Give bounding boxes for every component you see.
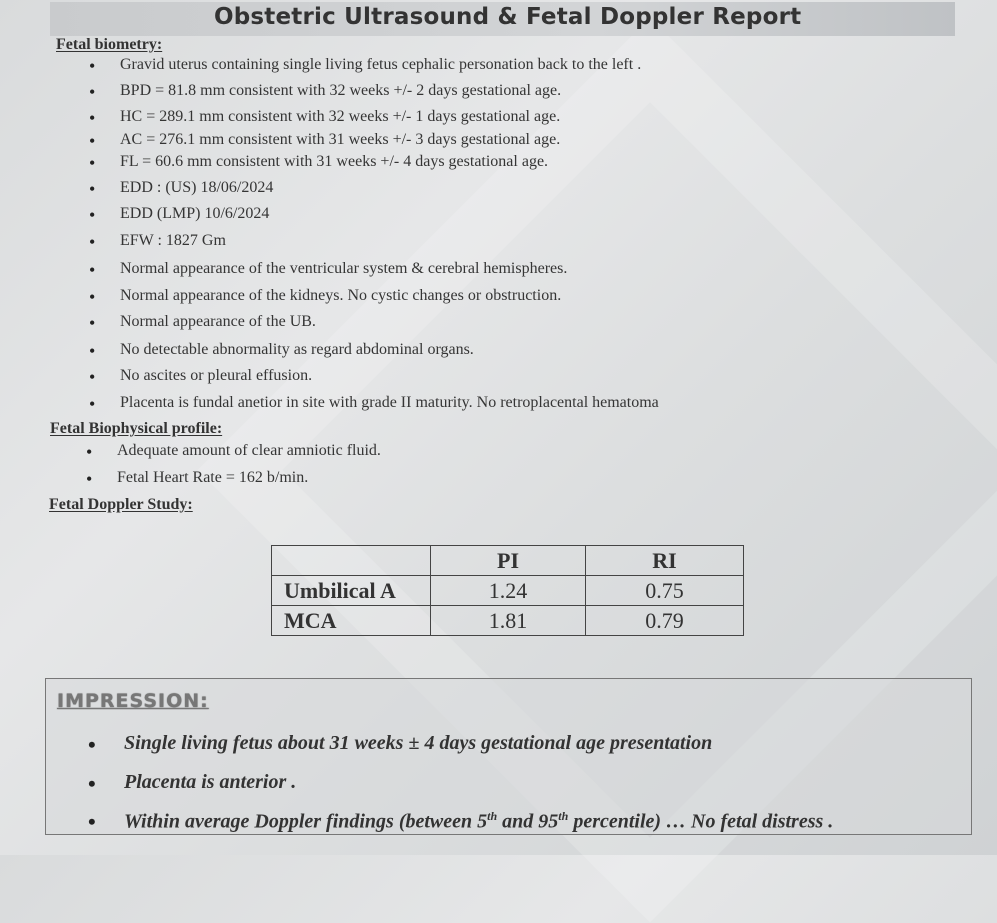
list-item: • No ascites or pleural effusion. xyxy=(120,367,312,385)
list-item: • Normal appearance of the UB. xyxy=(120,313,316,331)
impression-heading: IMPRESSION: xyxy=(57,690,209,712)
table-header-pi: PI xyxy=(431,546,586,576)
pi-value: 1.81 xyxy=(431,606,586,636)
impression-item xyxy=(124,809,833,834)
list-item: • EDD : (US) 18/06/2024 xyxy=(120,179,273,197)
table-row xyxy=(272,606,744,636)
doppler-study-heading: Fetal Doppler Study: xyxy=(49,496,193,513)
list-item: • BPD = 81.8 mm consistent with 32 weeks +/- 2 days gestational age. xyxy=(120,82,561,100)
list-item: • Placenta is fundal anetior in site with grade II maturity. No retroplacental hematoma xyxy=(120,394,659,412)
list-item: • AC = 276.1 mm consistent with 31 weeks +/- 3 days gestational age. xyxy=(120,131,560,149)
table-header-row xyxy=(272,546,744,576)
impression-text: and 95 xyxy=(497,810,559,833)
list-item: • Normal appearance of the ventricular system & cerebral hemispheres. xyxy=(120,260,567,278)
superscript: th xyxy=(558,809,569,823)
biophysical-profile-heading: Fetal Biophysical profile: xyxy=(50,420,223,437)
fetal-biometry-heading: Fetal biometry: xyxy=(56,36,163,53)
row-label: MCA xyxy=(272,606,431,636)
impression-text: percentile) … No fetal distress . xyxy=(568,810,834,833)
table-row xyxy=(272,576,744,606)
list-item: • FL = 60.6 mm consistent with 31 weeks +/- 4 days gestational age. xyxy=(120,153,548,171)
impression-item: • Single living fetus about 31 weeks ± 4 days gestational age presentation xyxy=(124,732,712,755)
list-item: • Gravid uterus containing single living fetus cephalic personation back to the left . xyxy=(120,56,641,74)
list-item: • Adequate amount of clear amniotic fluid. xyxy=(117,442,381,460)
list-item: • No detectable abnormality as regard abdominal organs. xyxy=(120,341,474,359)
list-item: • Normal appearance of the kidneys. No cystic changes or obstruction. xyxy=(120,287,561,305)
impression-text: Within average Doppler findings (between 5 xyxy=(124,810,488,833)
table-header-cell xyxy=(272,546,431,576)
pi-value: 1.24 xyxy=(431,576,586,606)
doppler-table xyxy=(271,545,744,636)
impression-item: • Placenta is anterior . xyxy=(124,771,296,794)
list-item: • EDD (LMP) 10/6/2024 xyxy=(120,205,269,223)
list-item: • Fetal Heart Rate = 162 b/min. xyxy=(117,469,308,487)
ri-value: 0.79 xyxy=(586,606,744,636)
ri-value: 0.75 xyxy=(586,576,744,606)
row-label: Umbilical A xyxy=(272,576,431,606)
list-item: • HC = 289.1 mm consistent with 32 weeks +/- 1 days gestational age. xyxy=(120,108,560,126)
superscript: th xyxy=(487,809,498,823)
table-header-ri: RI xyxy=(586,546,744,576)
report-title: Obstetric Ultrasound & Fetal Doppler Report xyxy=(214,4,802,30)
list-item: • EFW : 1827 Gm xyxy=(120,232,226,250)
